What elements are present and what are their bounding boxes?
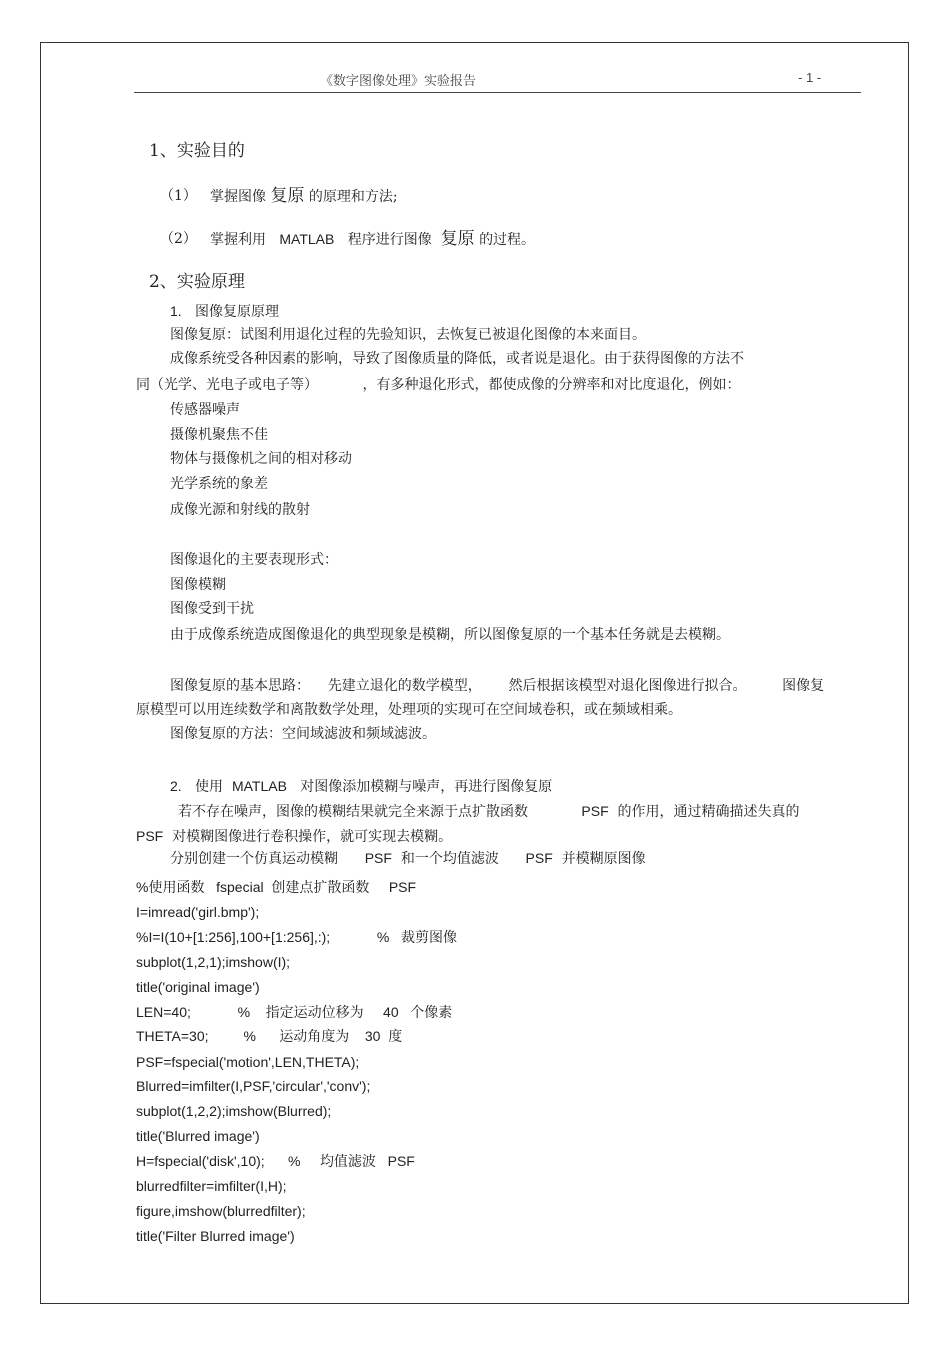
code-line: PSF=fspecial('motion',LEN,THETA); [136, 1054, 360, 1070]
code-line: %I=I(10+[1:256],100+[1:256],:); % 裁剪图像 [136, 929, 458, 945]
paragraph-causes-line-1: 成像系统受各种因素的影响，导致了图像质量的降低，或者说是退化。由于获得图像的方法不 [170, 351, 744, 367]
paragraph-approach-line-2: 原模型可以用连续数学和离散数学处理，处理项的实现可在空间域卷积，或在频域相乘。 [136, 702, 682, 718]
paragraph-definition: 图像复原：试图利用退化过程的先验知识，去恢复已被退化图像的本来面目。 [170, 327, 646, 343]
code-line: title('original image') [136, 979, 260, 995]
purpose-item-1-number: （1） [160, 188, 197, 204]
paragraph-deblur-task: 由于成像系统造成图像退化的典型现象是模糊，所以图像复原的一个基本任务就是去模糊。 [170, 627, 730, 643]
code-line: figure,imshow(blurredfilter); [136, 1203, 306, 1219]
paragraph-causes-line-2: 同（光学、光电子或电子等） ，有多种退化形式，都使成像的分辨率和对比度退化，例如： [136, 377, 741, 393]
paragraph-forms-heading: 图像退化的主要表现形式： [170, 552, 338, 568]
code-line: blurredfilter=imfilter(I,H); [136, 1178, 287, 1194]
list-item: 成像光源和射线的散射 [170, 502, 310, 518]
section-heading-principle: 2、实验原理 [149, 272, 245, 292]
paragraph-create-psf: 分别创建一个仿真运动模糊 PSF 和一个均值滤波 PSF 并模糊原图像 [170, 850, 646, 867]
code-line: subplot(1,2,1);imshow(I); [136, 954, 291, 970]
code-line: THETA=30; % 运动角度为 30 度 [136, 1028, 403, 1044]
paragraph-approach-line-1: 图像复原的基本思路： 先建立退化的数学模型， 然后根据该模型对退化图像进行拟合。 图像复 [170, 678, 825, 694]
list-item: 物体与摄像机之间的相对移动 [170, 451, 352, 467]
subsection-1-heading: 1. 图像复原原理 [170, 303, 280, 320]
code-line: subplot(1,2,2);imshow(Blurred); [136, 1103, 332, 1119]
subsection-2-heading: 2. 使用 MATLAB 对图像添加模糊与噪声，再进行图像复原 [170, 778, 553, 795]
list-item: 图像模糊 [170, 577, 226, 593]
code-line: Blurred=imfilter(I,PSF,'circular','conv'); [136, 1078, 371, 1094]
list-item: 光学系统的象差 [170, 476, 268, 492]
code-line: title('Blurred image') [136, 1128, 260, 1144]
header-page-number: - 1 - [798, 70, 822, 85]
paragraph-psf-line-1: 若不存在噪声，图像的模糊结果就完全来源于点扩散函数 PSF 的作用，通过精确描述失真的 [178, 803, 800, 820]
header-rule [134, 92, 861, 93]
code-line: I=imread('girl.bmp'); [136, 904, 260, 920]
list-item: 传感器噪声 [170, 402, 240, 418]
code-line: LEN=40; % 指定运动位移为 40 个像素 [136, 1004, 453, 1020]
purpose-item-1: 掌握图像 复原 的原理和方法; [210, 186, 398, 206]
list-item: 图像受到干扰 [170, 601, 254, 617]
paragraph-methods: 图像复原的方法：空间域滤波和频域滤波。 [170, 726, 436, 742]
purpose-item-2-number: （2） [160, 231, 197, 247]
purpose-item-2: 掌握利用 MATLAB 程序进行图像 复原 的过程。 [210, 229, 536, 249]
code-line: title('Filter Blurred image') [136, 1228, 295, 1244]
section-heading-purpose: 1、实验目的 [149, 141, 245, 161]
paragraph-psf-line-2: PSF 对模糊图像进行卷积操作，就可实现去模糊。 [136, 828, 453, 845]
list-item: 摄像机聚焦不佳 [170, 427, 268, 443]
code-line: %使用函数 fspecial 创建点扩散函数 PSF [136, 879, 417, 895]
header-title: 《数字图像处理》实验报告 [320, 74, 477, 89]
code-line: H=fspecial('disk',10); % 均值滤波 PSF [136, 1153, 415, 1169]
